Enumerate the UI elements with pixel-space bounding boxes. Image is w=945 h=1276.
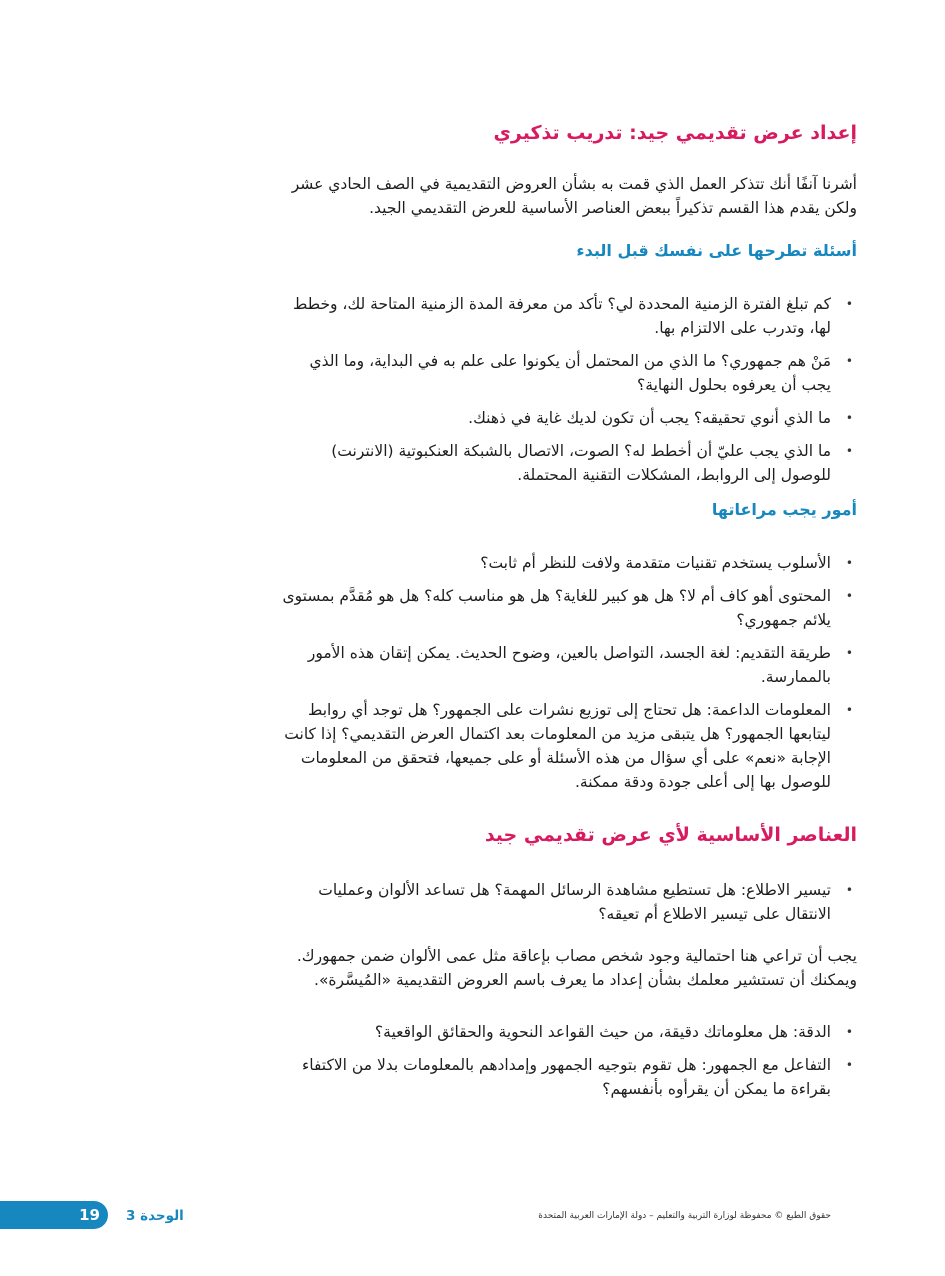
bullet-icon: • [845, 556, 853, 570]
list-item-text: تيسير الاطلاع: هل تستطيع مشاهدة الرسائل المهمة؟ هل تساعد الألوان وعمليات الانتقال على تيسير الاطلاع أم تعيقه؟ [318, 881, 831, 923]
list-item [277, 641, 857, 689]
bullet-icon: • [845, 1058, 853, 1072]
bullet-icon: • [845, 297, 853, 311]
list-item [277, 1020, 857, 1044]
list-item [277, 292, 857, 340]
list-item-text: المعلومات الداعمة: هل تحتاج إلى توزيع نشرات على الجمهور؟ هل توجد أي روابط ليتابعها الجمهور؟ هل يتبقى مزيد من المعلومات بعد اكتمال العرض التقديمي؟ إذا كانت الإجابة «نعم» على أي سؤال من هذه الأسئلة أو على جميعها، فتحقق من المعلومات للوصول بها إلى أعلى جودة ودقة ممكنة. [284, 701, 831, 791]
intro-paragraph [277, 172, 857, 220]
bullet-icon: • [845, 883, 853, 897]
section-heading-essential-elements: العناصر الأساسية لأي عرض تقديمي جيد [484, 824, 857, 846]
list-item [277, 878, 857, 926]
list-item-text: ما الذي أنوي تحقيقه؟ يجب أن تكون لديك غاية في ذهنك. [468, 409, 831, 427]
elements-list [277, 878, 857, 926]
unit-label: الوحدة 3 [126, 1208, 184, 1224]
intro-paragraph-line: أشرنا آنفًا أنك تتذكر العمل الذي قمت به بشأن العروض التقديمية في الصف الحادي عشر [291, 175, 857, 193]
accessibility-note-paragraph [277, 944, 857, 992]
list-item-text: الأسلوب يستخدم تقنيات متقدمة ولافت للنظر أم ثابت؟ [480, 554, 831, 572]
list-item-text: المحتوى أهو كاف أم لا؟ هل هو كبير للغاية؟ هل هو مناسب كله؟ هل هو مُقدَّم بمستوى يلائم جمهوري؟ [282, 587, 831, 629]
list-item [277, 584, 857, 632]
list-item [277, 439, 857, 487]
list-item [277, 551, 857, 575]
list-item [277, 698, 857, 794]
bullet-icon: • [845, 354, 853, 368]
note-line: يجب أن تراعي هنا احتمالية وجود شخص مصاب بإعاقة مثل عمى الألوان ضمن جمهورك. [296, 947, 857, 965]
list-item-text: الدقة: هل معلوماتك دقيقة، من حيث القواعد النحوية والحقائق الواقعية؟ [374, 1023, 831, 1041]
list-item [277, 1053, 857, 1101]
list-item-text: طريقة التقديم: لغة الجسد، التواصل بالعين، وضوح الحديث. يمكن إتقان هذه الأمور بالممارسة. [307, 644, 831, 686]
page-content [277, 118, 857, 1110]
list-item [277, 406, 857, 430]
list-item-text: كم تبلغ الفترة الزمنية المحددة لي؟ تأكد من معرفة المدة الزمنية المتاحة لك، وخطط لها، وتدرب على الالتزام بها. [293, 295, 831, 337]
bullet-icon: • [845, 1025, 853, 1039]
list-item-text: التفاعل مع الجمهور: هل تقوم بتوجيه الجمهور وإمدادهم بالمعلومات بدلا من الاكتفاء بقراءة ما يمكن أن يقرأوه بأنفسهم؟ [301, 1056, 831, 1098]
bullet-icon: • [845, 411, 853, 425]
page-number: 19 [79, 1206, 100, 1224]
note-line: ويمكنك أن تستشير معلمك بشأن إعداد ما يعرف باسم العروض التقديمية «المُيسَّرة». [314, 971, 857, 989]
copyright-notice: حقوق الطبع © محفوظة لوزارة التربية والتعليم – دولة الإمارات العربية المتحدة [538, 1211, 831, 1221]
considerations-list [277, 551, 857, 794]
subheading-considerations: أمور يجب مراعاتها [711, 500, 857, 519]
bullet-icon: • [845, 589, 853, 603]
subheading-questions: أسئلة تطرحها على نفسك قبل البدء [576, 241, 857, 260]
elements-more-list [277, 1020, 857, 1101]
questions-list [277, 292, 857, 487]
bullet-icon: • [845, 646, 853, 660]
list-item [277, 349, 857, 397]
list-item-text: ما الذي يجب عليّ أن أخطط له؟ الصوت، الاتصال بالشبكة العنكبوتية (الانترنت) للوصول إلى الروابط، المشكلات التقنية المحتملة. [331, 442, 831, 484]
bullet-icon: • [845, 703, 853, 717]
bullet-icon: • [845, 444, 853, 458]
list-item-text: مَنْ هم جمهوري؟ ما الذي من المحتمل أن يكونوا على علم به في البداية، وما الذي يجب أن يعرفوه بحلول النهاية؟ [309, 352, 831, 394]
footer-page-tab [0, 1201, 108, 1229]
section-heading-preparing-presentation: إعداد عرض تقديمي جيد: تدريب تذكيري [493, 122, 857, 144]
intro-paragraph-line: ولكن يقدم هذا القسم تذكيراً ببعض العناصر الأساسية للعرض التقديمي الجيد. [369, 199, 857, 217]
